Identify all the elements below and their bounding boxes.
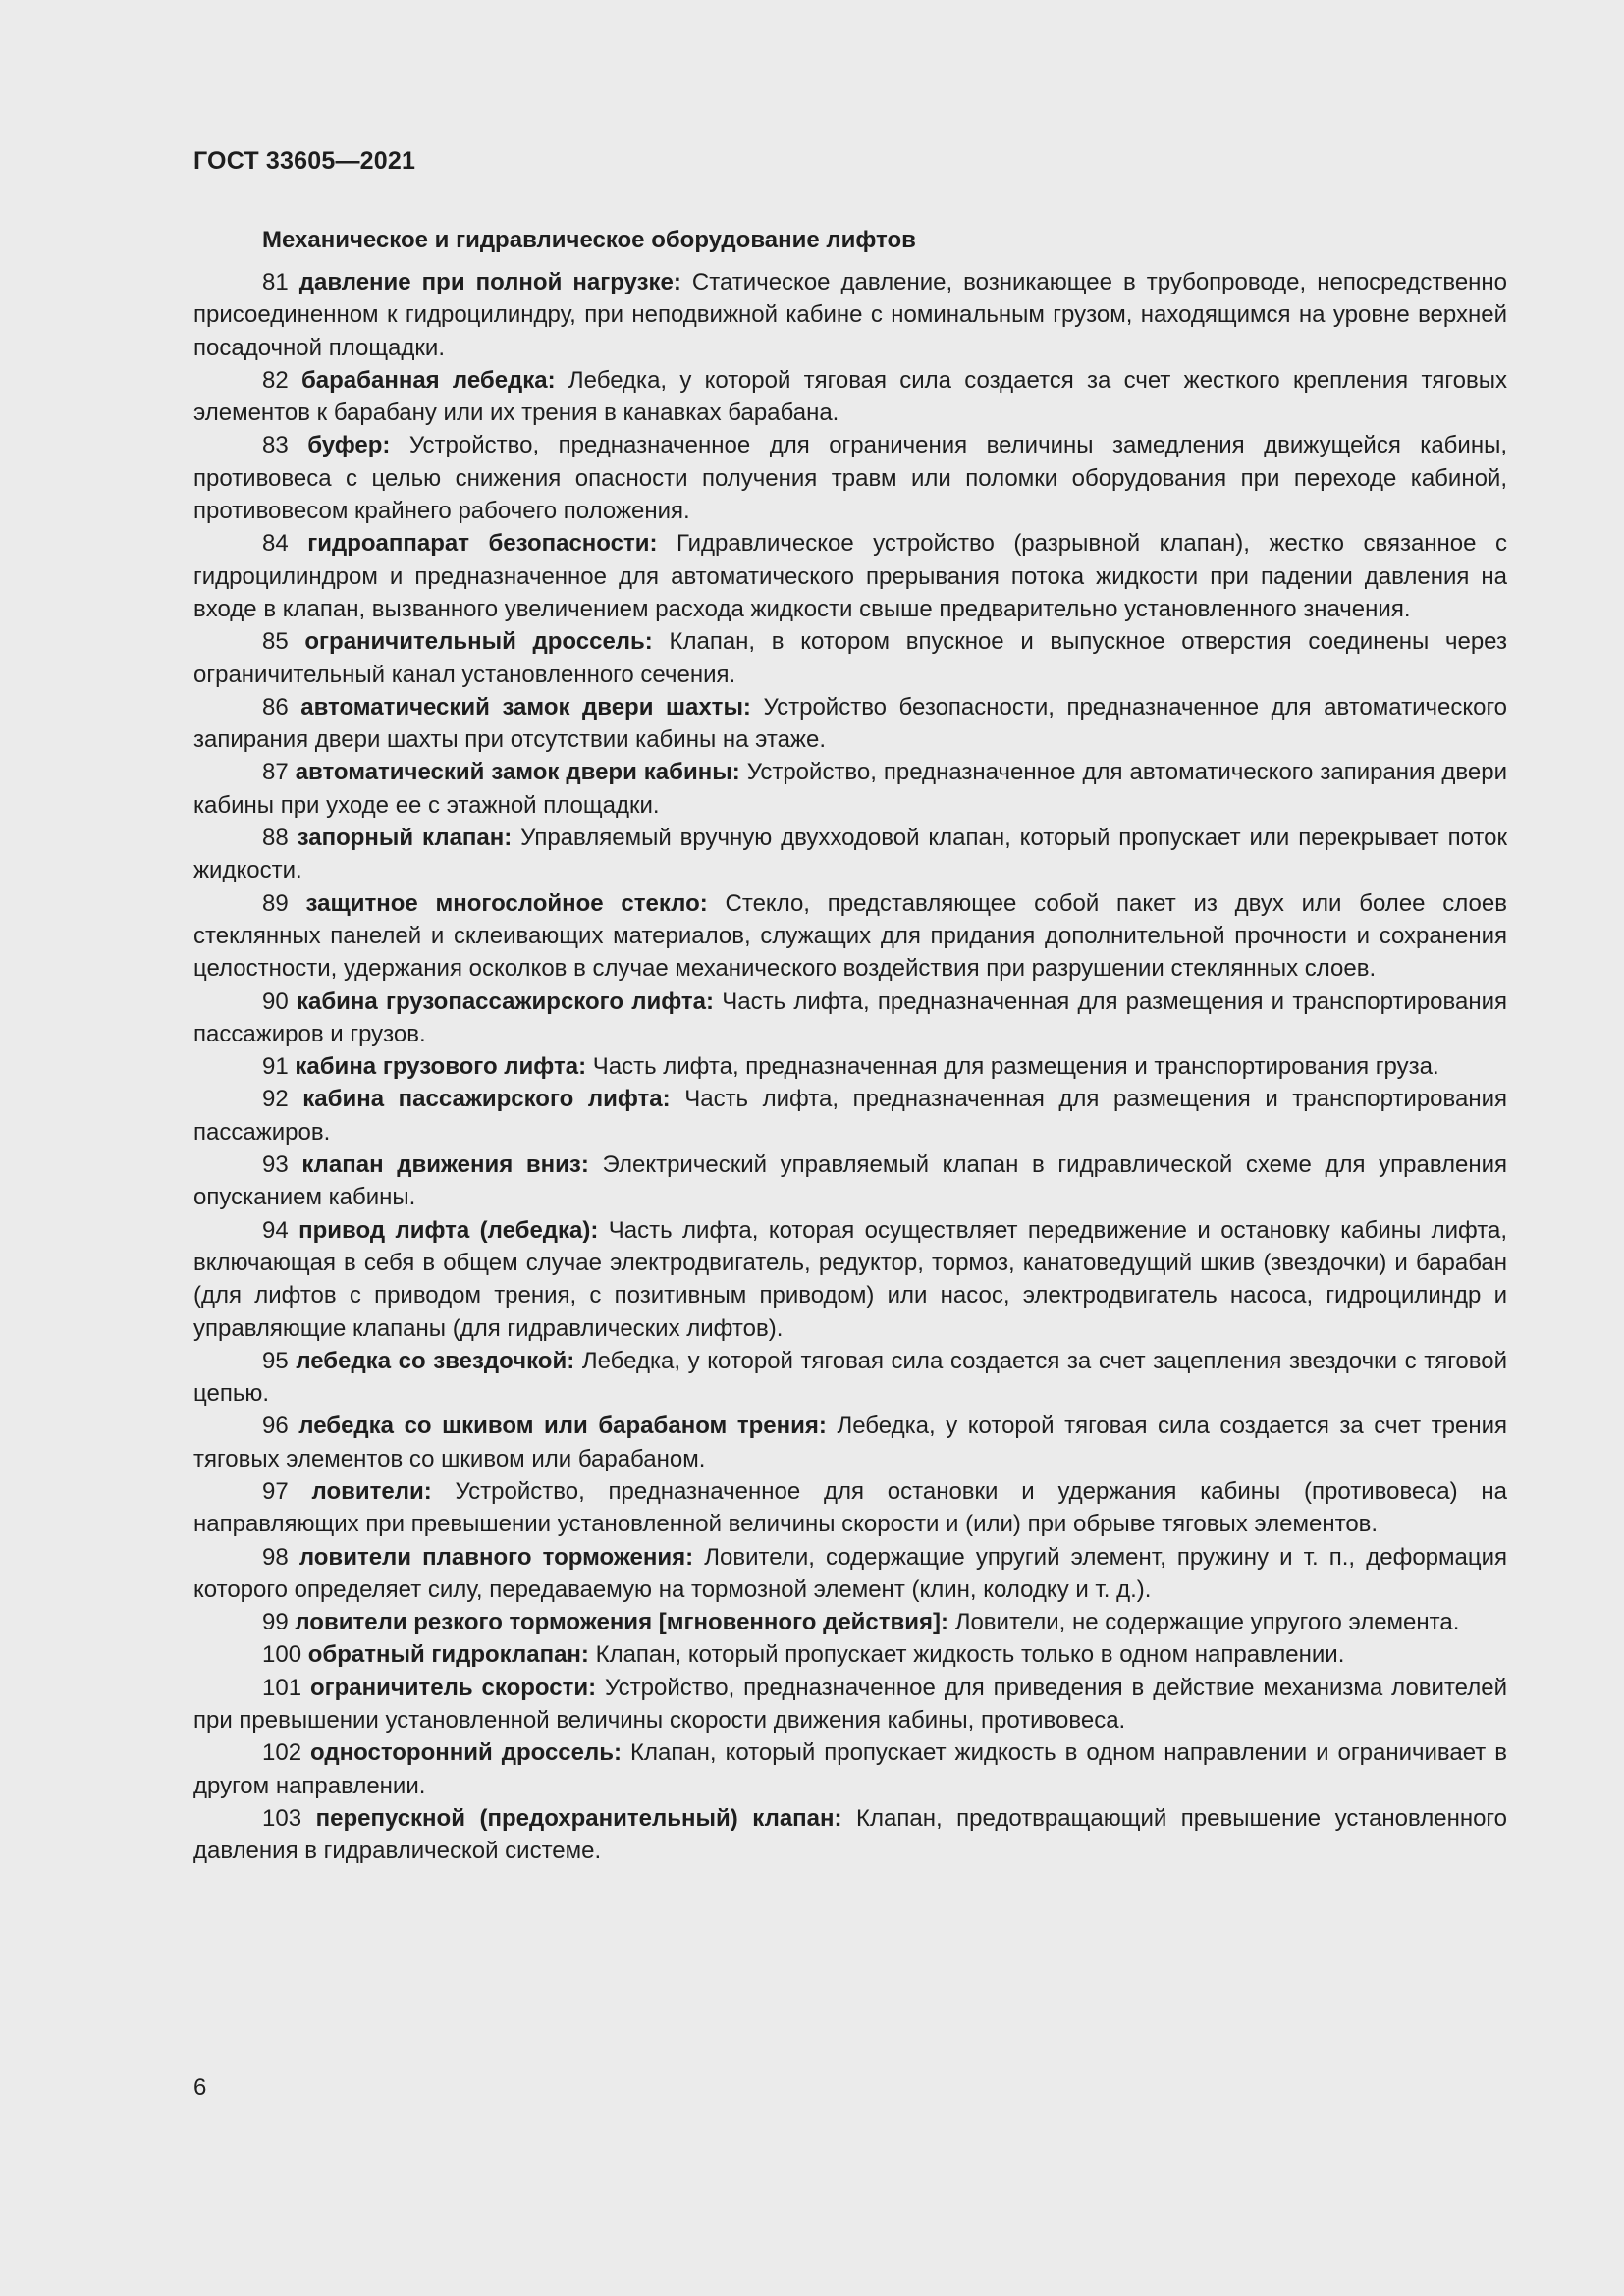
term-name: обратный гидроклапан:: [307, 1641, 589, 1669]
term-definition: Устройство безопасности, предназначенное для автоматического запирания двери шахты при отсутствии кабины на этаже.: [193, 693, 1508, 754]
term-number: 97: [262, 1477, 289, 1505]
term-name: ловители:: [311, 1477, 432, 1505]
term-definition: Устройство, предназначенное для приведения в действие механизма ловителей при превышении установленной величины скорости движения кабины, противовеса.: [193, 1674, 1507, 1735]
term-entry: [193, 1606, 1507, 1638]
term-number: 85: [262, 628, 289, 656]
term-definition: Электрический управляемый клапан в гидравлической схеме для управления опусканием кабины.: [193, 1151, 1508, 1211]
term-entry: [193, 625, 1507, 691]
term-definition: Часть лифта, предназначенная для размещения и транспортирования груза.: [592, 1053, 1439, 1081]
term-name: перепускной (предохранительный) клапан:: [315, 1804, 842, 1832]
term-definition: Клапан, предотвращающий превышение установленного давления в гидравлической системе.: [193, 1804, 1508, 1865]
term-entry: [193, 1802, 1507, 1868]
term-definition: Лебедка, у которой тяговая сила создается за счет трения тяговых элементов со шкивом или барабаном.: [193, 1413, 1508, 1472]
term-name: ограничитель скорости:: [309, 1674, 597, 1701]
term-entry: [193, 986, 1507, 1051]
document-header: ГОСТ 33605—2021: [193, 147, 416, 175]
term-entry: [193, 429, 1507, 527]
term-number: 86: [262, 693, 289, 721]
term-number: 81: [262, 269, 289, 295]
term-entry: [193, 756, 1507, 822]
term-entry: [193, 1083, 1507, 1148]
term-definition: Гидравлическое устройство (разрывной клапан), жестко связанное с гидроцилиндром и предназначенное для автоматического прерывания потока жидкости при падении давления на входе в клапан, вызванного увеличением расхода жидкости свыше предварительно установленного значения.: [193, 530, 1507, 622]
term-name: кабина грузового лифта:: [295, 1053, 587, 1081]
term-entry: [193, 887, 1507, 986]
term-name: гидроаппарат безопасности:: [307, 530, 658, 558]
term-name: барабанная лебедка:: [300, 366, 556, 394]
term-name: ловители плавного торможения:: [298, 1543, 694, 1571]
term-name: кабина пассажирского лифта:: [302, 1086, 671, 1113]
term-number: 100: [262, 1641, 302, 1669]
term-number: 99: [262, 1609, 289, 1636]
term-number: 89: [262, 889, 289, 917]
term-definition: Часть лифта, предназначенная для размещения и транспортирования пассажиров.: [193, 1086, 1507, 1146]
term-name: односторонний дроссель:: [310, 1739, 622, 1767]
term-entry: [193, 1148, 1507, 1214]
term-definition: Клапан, в котором впускное и выпускное отверстия соединены через ограничительный канал установленного сечения.: [193, 628, 1508, 688]
term-name: автоматический замок двери шахты:: [300, 693, 751, 721]
term-entry: [193, 1050, 1507, 1083]
term-number: 98: [262, 1543, 289, 1571]
term-definition: Устройство, предназначенное для автоматического запирания двери кабины при уходе ее с этажной площадки.: [193, 759, 1508, 819]
term-number: 88: [262, 825, 289, 852]
term-number: 102: [262, 1739, 302, 1767]
term-number: 103: [262, 1804, 302, 1832]
term-name: лебедка со звездочкой:: [296, 1347, 575, 1374]
term-name: запорный клапан:: [297, 825, 513, 852]
term-name: привод лифта (лебедка):: [298, 1216, 599, 1244]
term-entry: [193, 1736, 1507, 1802]
document-body: [193, 224, 1507, 1868]
term-number: 91: [262, 1053, 289, 1081]
term-entry: [193, 1410, 1507, 1475]
term-number: 95: [262, 1347, 289, 1374]
term-name: клапан движения вниз:: [301, 1151, 589, 1179]
term-number: 93: [262, 1151, 289, 1179]
term-name: защитное многослойное стекло:: [305, 889, 708, 917]
term-entry: [193, 364, 1507, 430]
term-entry: [193, 266, 1507, 364]
term-definition: Клапан, который пропускает жидкость в одном направлении и ограничивает в другом направлении.: [193, 1739, 1508, 1799]
terms-list: [193, 266, 1507, 1868]
term-number: 96: [262, 1413, 289, 1440]
term-entry: [193, 691, 1507, 757]
term-name: кабина грузопассажирского лифта:: [296, 988, 714, 1015]
term-entry: [193, 1638, 1507, 1671]
term-definition: Статическое давление, возникающее в трубопроводе, непосредственно присоединенном к гидроцилиндру, при неподвижной кабине с номинальным грузом, находящимся на уровне верхней посадочной площадки.: [193, 269, 1508, 361]
term-name: буфер:: [307, 432, 391, 459]
term-number: 90: [262, 988, 289, 1015]
term-entry: [193, 1541, 1507, 1607]
term-definition: Часть лифта, которая осуществляет передвижение и остановку кабины лифта, включающая в себя в общем случае электродвигатель, редуктор, тормоз, канатоведущий шкив (звездочки) и барабан (для лифтов с приводом трения, с позитивным приводом) или насос, электродвигатель насоса, гидроцилиндр и управляющие клапаны (для гидравлических лифтов).: [193, 1216, 1508, 1342]
term-number: 84: [262, 530, 289, 558]
term-name: давление при полной нагрузке:: [298, 269, 681, 295]
term-definition: Лебедка, у которой тяговая сила создается за счет зацепления звездочки с тяговой цепью.: [193, 1347, 1508, 1408]
term-definition: Ловители, содержащие упругий элемент, пружину и т. п., деформация которого определяет силу, передаваемую на тормозной элемент (клин, колодку и т. д.).: [193, 1543, 1508, 1603]
term-entry: [193, 1475, 1507, 1541]
term-name: лебедка со шкивом или барабаном трения:: [298, 1413, 827, 1440]
term-entry: [193, 1345, 1507, 1411]
section-title: Механическое и гидравлическое оборудование лифтов: [262, 227, 916, 253]
term-name: ловители резкого торможения [мгновенного действия]:: [295, 1609, 949, 1636]
term-definition: Устройство, предназначенное для ограничения величины замедления движущейся кабины, противовеса с целью снижения опасности получения травм или поломки оборудования при переходе кабиной, противовесом крайнего рабочего положения.: [193, 432, 1508, 525]
term-definition: Клапан, который пропускает жидкость только в одном направлении.: [595, 1641, 1345, 1669]
term-number: 87: [262, 759, 289, 786]
term-definition: Стекло, представляющее собой пакет из двух или более слоев стеклянных панелей и склеивающих материалов, служащих для придания дополнительной прочности и сохранения целостности, удержания осколков в случае механического воздействия при разрушении стеклянных слоев.: [193, 889, 1508, 983]
term-entry: [193, 1672, 1507, 1737]
term-definition: Ловители, не содержащие упругого элемента.: [954, 1609, 1460, 1636]
term-definition: Устройство, предназначенное для остановки и удержания кабины (противовеса) на направляющих при превышении установленной величины скорости и (или) при обрыве тяговых элементов.: [193, 1477, 1508, 1538]
term-definition: Лебедка, у которой тяговая сила создается за счет жесткого крепления тяговых элементов к барабану или их трения в канавках барабана.: [193, 366, 1508, 427]
term-number: 101: [262, 1674, 302, 1701]
term-name: ограничительный дроссель:: [304, 628, 653, 656]
term-number: 94: [262, 1216, 289, 1244]
term-entry: [193, 822, 1507, 887]
term-definition: Управляемый вручную двухходовой клапан, который пропускает или перекрывает поток жидкости.: [193, 825, 1507, 884]
term-number: 92: [262, 1086, 289, 1113]
term-number: 83: [262, 432, 289, 459]
page-number: 6: [193, 2074, 207, 2101]
term-entry: [193, 1214, 1507, 1345]
term-definition: Часть лифта, предназначенная для размещения и транспортирования пассажиров и грузов.: [193, 988, 1508, 1047]
term-entry: [193, 527, 1507, 625]
term-number: 82: [262, 366, 289, 394]
term-name: автоматический замок двери кабины:: [295, 759, 740, 786]
